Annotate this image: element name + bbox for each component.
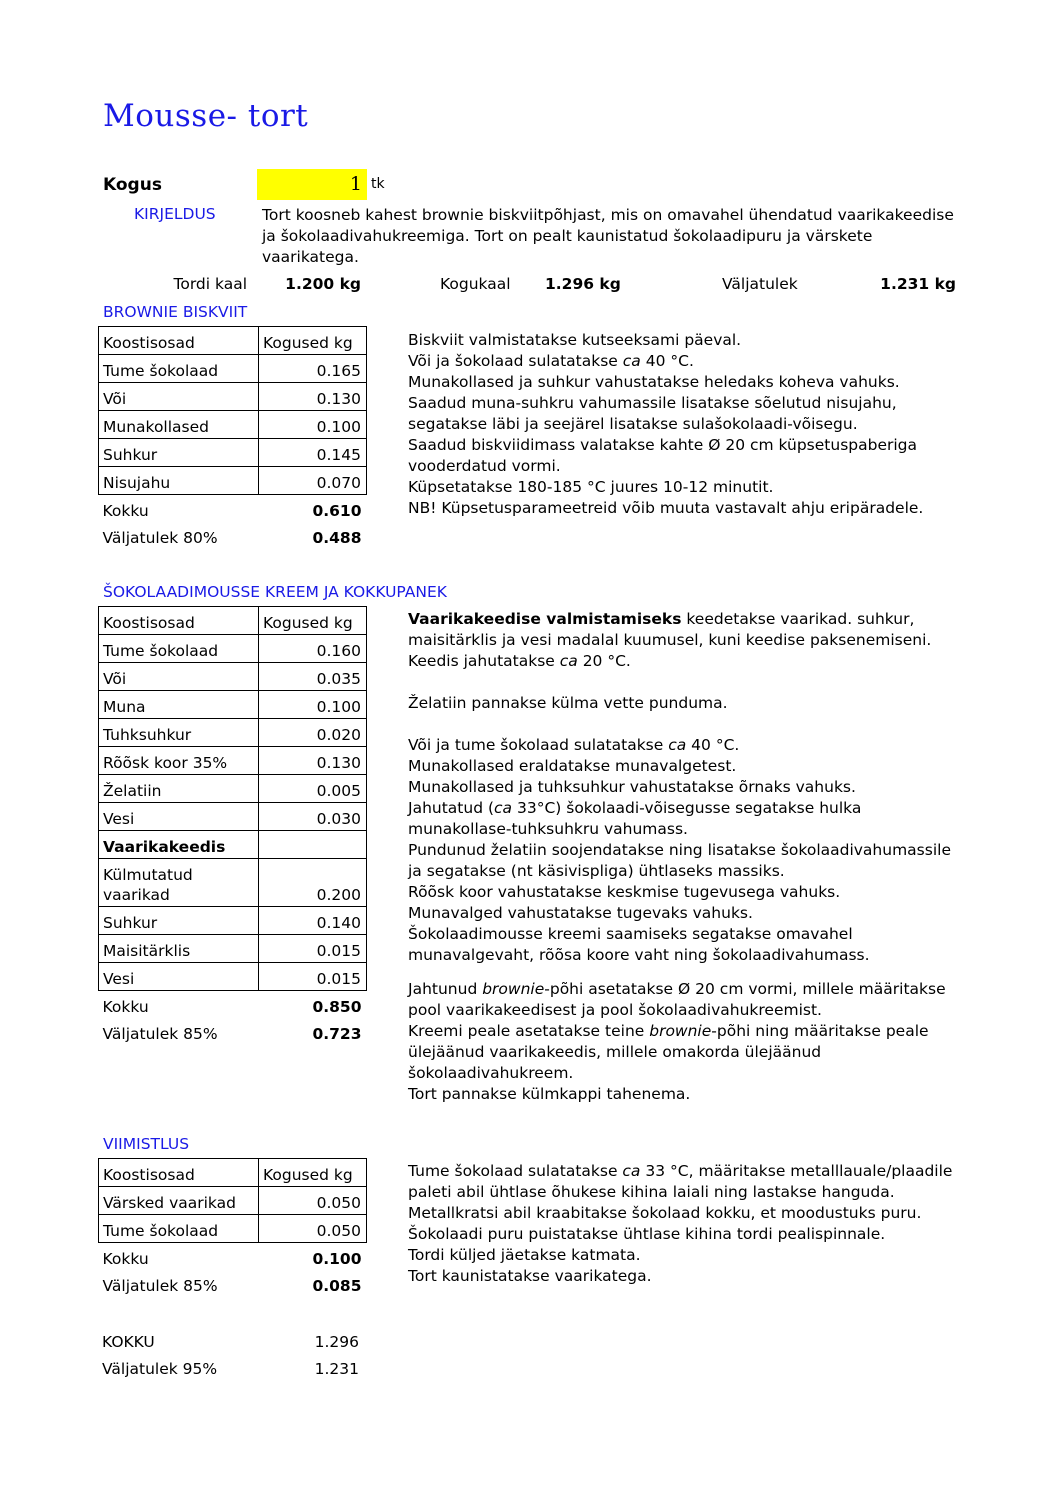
ingredient-name: Munakollased: [99, 411, 259, 439]
ingredient-name: Vesi: [99, 963, 259, 991]
ingredient-name: Suhkur: [99, 907, 259, 935]
col-ingredients: Koostisosad: [99, 607, 259, 635]
quantity-label: Kogus: [103, 175, 162, 195]
col-amounts: Kogused kg: [259, 607, 367, 635]
ingredient-name: Tume šokolaad: [99, 355, 259, 383]
brownie-heading: BROWNIE BISKVIIT: [103, 303, 248, 321]
instruction-line: Vaarikakeedise valmistamiseks keedetakse vaarikad. suhkur, maisitärklis ja vesi madalal kuumusel, kuni keedise paksenemiseni.: [408, 610, 932, 649]
ingredient-amount: 0.020: [259, 719, 367, 747]
total-label: Kokku: [102, 1250, 149, 1268]
table-row: [99, 775, 367, 803]
total-label: Kokku: [102, 998, 149, 1016]
ingredient-amount: 0.160: [259, 635, 367, 663]
ingredient-name: Želatiin: [99, 775, 259, 803]
instruction-line: Jahtunud brownie-põhi asetatakse Ø 20 cm vormi, millele määritakse pool vaarikakeedisest ja pool šokolaadivahukreemist.: [408, 980, 946, 1019]
instruction-line: Munakollased ja suhkur vahustatakse heledaks koheva vahuks.: [408, 373, 900, 391]
instruction-line: Keedis jahutatakse ca 20 °C.: [408, 652, 631, 670]
cake-weight-label: Tordi kaal: [173, 275, 247, 293]
instruction-line: Metallkratsi abil kraabitakse šokolaad kokku, et moodustuks puru.: [408, 1204, 922, 1222]
total-weight-label: Kogukaal: [440, 275, 511, 293]
ingredient-name: Suhkur: [99, 439, 259, 467]
ingredient-amount: 0.005: [259, 775, 367, 803]
ingredient-amount: 0.100: [259, 411, 367, 439]
ingredient-name: Tuhksuhkur: [99, 719, 259, 747]
total-row: [99, 991, 367, 1019]
instruction-line: vooderdatud vormi.: [408, 457, 561, 475]
yield-value: 0.488: [312, 529, 362, 547]
table-row: [99, 803, 367, 831]
brownie-ingredient-table: [98, 326, 367, 549]
total-row: [99, 1243, 367, 1271]
col-amounts: Kogused kg: [259, 1159, 367, 1187]
quantity-unit: tk: [371, 176, 385, 192]
instruction-line: Šokolaadimousse kreemi saamiseks segatakse omavahel munavalgevaht, rõõsa koore vaht ning šokolaadivahumass.: [408, 925, 870, 964]
instruction-line: Šokolaadi puru puistatakse ühtlase kihina tordi pealispinnale.: [408, 1225, 886, 1243]
instruction-line: Tume šokolaad sulatatakse ca 33 °C, määritakse metalllauale/plaadile paleti abil ühtlase õhukese kihina laiali ning lastakse hanguda.: [408, 1162, 953, 1201]
ingredient-name: Maisitärklis: [99, 935, 259, 963]
description-label: KIRJELDUS: [134, 205, 216, 223]
ingredient-name: Värsked vaarikad: [99, 1187, 259, 1215]
instruction-line: Saadud muna-suhkru vahumassile lisatakse sõelutud nisujahu,: [408, 394, 897, 412]
table-row: [99, 411, 367, 439]
total-row: [98, 1326, 364, 1353]
table-header-row: [99, 1159, 367, 1187]
instruction-line: Munakollased eraldatakse munavalgetest.: [408, 757, 737, 775]
grand-total-label: KOKKU: [102, 1333, 155, 1351]
ingredient-name: Muna: [99, 691, 259, 719]
table-row: [99, 963, 367, 991]
instruction-line: Kreemi peale asetatakse teine brownie-põhi ning määritakse peale ülejäänud vaarikakeedis, millele omakorda ülejäänud šokolaadivahukreem.: [408, 1022, 929, 1082]
instruction-line: NB! Küpsetusparameetreid võib muuta vastavalt ahju eripäradele.: [408, 499, 924, 517]
table-row: [99, 935, 367, 963]
yield-value: 1.231 kg: [880, 275, 956, 293]
table-header-row: [99, 327, 367, 355]
ingredient-amount: 0.140: [259, 907, 367, 935]
instruction-line: Munakollased ja tuhksuhkur vahustatakse õrnaks vahuks.: [408, 778, 856, 796]
total-row: [99, 495, 367, 523]
instruction-line: Rõõsk koor vahustatakse keskmise tugevusega vahuks.: [408, 883, 841, 901]
ingredient-name: Külmutatud vaarikad: [99, 859, 259, 907]
yield-label: Väljatulek 80%: [102, 529, 218, 547]
ingredient-name: Tume šokolaad: [99, 1215, 259, 1243]
col-amounts: Kogused kg: [259, 327, 367, 355]
ingredient-name: Tume šokolaad: [99, 635, 259, 663]
instruction-line: Või ja tume šokolaad sulatatakse ca 40 °C.: [408, 736, 740, 754]
cake-weight-value: 1.200 kg: [285, 275, 361, 293]
instruction-line: Või ja šokolaad sulatatakse ca 40 °C.: [408, 352, 694, 370]
table-row: [99, 383, 367, 411]
grand-total-value: 1.296: [314, 1333, 359, 1351]
instruction-line: Tort kaunistatakse vaarikatega.: [408, 1267, 652, 1285]
instruction-line: Jahutatud (ca 33°C) šokolaadi-võisegusse segatakse hulka munakollase-tuhksuhkru vahumass.: [408, 799, 862, 838]
grand-yield-label: Väljatulek 95%: [102, 1360, 218, 1378]
instruction-line: Tort pannakse külmkappi tahenema.: [408, 1085, 691, 1103]
table-row: [99, 663, 367, 691]
total-label: Kokku: [102, 502, 149, 520]
quantity-value[interactable]: 1: [349, 173, 362, 195]
yield-label: Väljatulek: [722, 275, 798, 293]
yield-row: [99, 522, 367, 549]
grand-yield-value: 1.231: [314, 1360, 359, 1378]
mousse-heading: ŠOKOLAADIMOUSSE KREEM JA KOKKUPANEK: [103, 583, 447, 601]
table-row: [99, 439, 367, 467]
ingredient-name: Nisujahu: [99, 467, 259, 495]
ingredient-amount: 0.100: [259, 691, 367, 719]
ingredient-amount: 0.050: [259, 1187, 367, 1215]
ingredient-amount: 0.145: [259, 439, 367, 467]
ingredient-name: Või: [99, 663, 259, 691]
total-weight-value: 1.296 kg: [545, 275, 621, 293]
ingredient-amount: 0.130: [259, 383, 367, 411]
table-row: [99, 747, 367, 775]
brownie-instructions: [408, 330, 968, 519]
ingredient-name: Või: [99, 383, 259, 411]
instruction-line: Küpsetatakse 180-185 °C juures 10-12 minutit.: [408, 478, 774, 496]
yield-value: 0.085: [312, 1277, 362, 1295]
total-value: 0.610: [312, 502, 362, 520]
yield-label: Väljatulek 85%: [102, 1277, 218, 1295]
table-row: [99, 1187, 367, 1215]
ingredient-name: Rõõsk koor 35%: [99, 747, 259, 775]
yield-value: 0.723: [312, 1025, 362, 1043]
table-row: [99, 355, 367, 383]
yield-row: [99, 1270, 367, 1297]
subsection-row: [99, 831, 367, 859]
yield-row: [98, 1353, 364, 1380]
instruction-line: segatakse läbi ja seejärel lisatakse sulašokolaadi-võisegu.: [408, 415, 858, 433]
table-row: [99, 1215, 367, 1243]
table-row: [99, 719, 367, 747]
instruction-line: Saadud biskviidimass valatakse kahte Ø 20 cm küpsetuspaberiga: [408, 436, 918, 454]
yield-label: Väljatulek 85%: [102, 1025, 218, 1043]
finishing-ingredient-table: [98, 1158, 367, 1297]
ingredient-amount: 0.200: [259, 859, 367, 907]
finishing-heading: VIIMISTLUS: [103, 1135, 190, 1153]
ingredient-amount: 0.070: [259, 467, 367, 495]
ingredient-amount: 0.015: [259, 935, 367, 963]
yield-row: [99, 1018, 367, 1045]
ingredient-amount: 0.030: [259, 803, 367, 831]
table-row: [99, 907, 367, 935]
ingredient-name: Vesi: [99, 803, 259, 831]
ingredient-amount: 0.130: [259, 747, 367, 775]
table-row: [99, 467, 367, 495]
instruction-line: Pundunud želatiin soojendatakse ning lisatakse šokolaadivahumassile ja segatakse (nt käsivispliga) ühtlaseks massiks.: [408, 841, 951, 880]
grand-total-table: [98, 1326, 364, 1380]
table-row: [99, 635, 367, 663]
mousse-instructions: [408, 609, 953, 1105]
ingredient-amount: 0.015: [259, 963, 367, 991]
ingredient-amount: 0.165: [259, 355, 367, 383]
instruction-line: Tordi küljed jäetakse katmata.: [408, 1246, 641, 1264]
instruction-line: Želatiin pannakse külma vette punduma.: [408, 694, 728, 712]
page-title: Mousse- tort: [103, 98, 309, 134]
col-ingredients: Koostisosad: [99, 1159, 259, 1187]
ingredient-amount: 0.035: [259, 663, 367, 691]
total-value: 0.850: [312, 998, 362, 1016]
description-text: Tort koosneb kahest brownie biskviitpõhjast, mis on omavahel ühendatud vaarikakeedise ja šokolaadivahukreemiga. Tort on pealt kaunistatud šokolaadipuru ja värskete vaarikatega.: [262, 206, 954, 266]
mousse-ingredient-table: [98, 606, 367, 1045]
finishing-instructions: [408, 1161, 953, 1287]
ingredient-amount: 0.050: [259, 1215, 367, 1243]
col-ingredients: Koostisosad: [99, 327, 259, 355]
table-row: [99, 859, 367, 907]
table-header-row: [99, 607, 367, 635]
subsection-heading: Vaarikakeedis: [99, 831, 259, 859]
total-value: 0.100: [312, 1250, 362, 1268]
instruction-line: Munavalged vahustatakse tugevaks vahuks.: [408, 904, 753, 922]
instruction-line: Biskviit valmistatakse kutseeksami päeval.: [408, 331, 742, 349]
table-row: [99, 691, 367, 719]
